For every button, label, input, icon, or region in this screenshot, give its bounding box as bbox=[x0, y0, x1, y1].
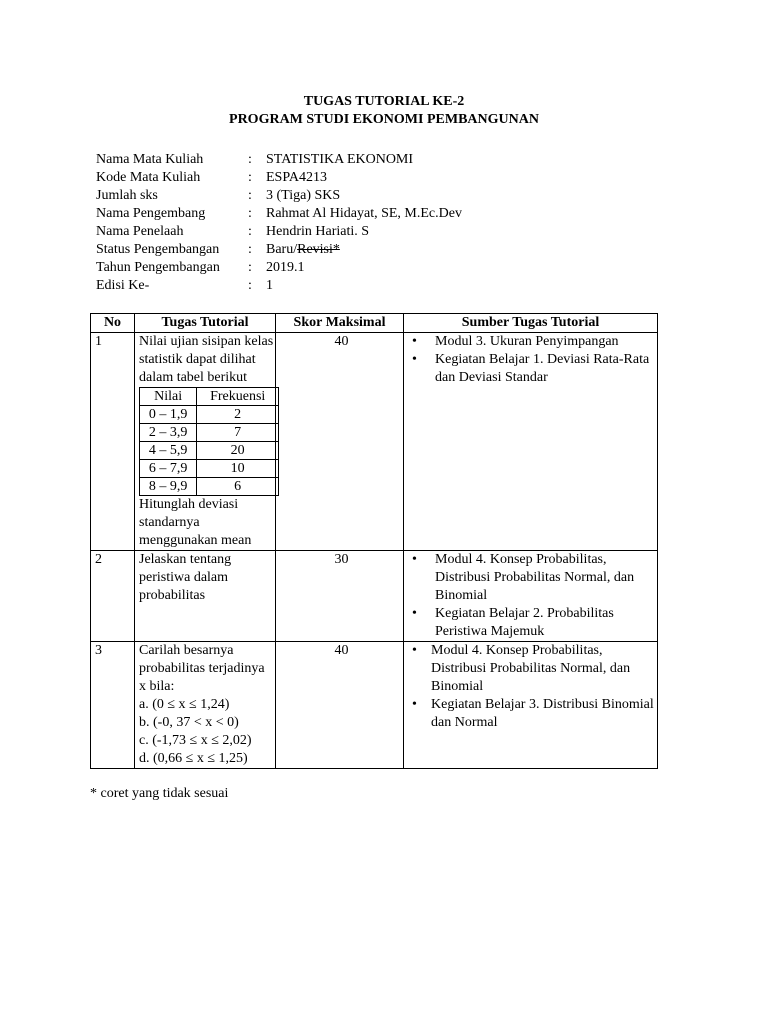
info-row-status bbox=[96, 241, 462, 259]
task-text: Jelaskan tentang peristiwa dalam probabilitas bbox=[139, 552, 232, 603]
task-cell bbox=[135, 333, 276, 551]
freq-row bbox=[140, 478, 279, 496]
score-cell: 40 bbox=[276, 333, 404, 551]
document-subtitle: PROGRAM STUDI EKONOMI PEMBANGUNAN bbox=[229, 112, 539, 127]
frequency-table bbox=[139, 387, 279, 496]
list-item: • Modul 4. Konsep Probabilitas, Distribusi Probabilitas Normal, dan Binomial bbox=[408, 551, 657, 605]
freq-row bbox=[140, 442, 279, 460]
task-cell bbox=[135, 642, 276, 769]
row-number: 3 bbox=[91, 642, 135, 769]
info-row-course-code bbox=[96, 169, 462, 187]
info-value: STATISTIKA EKONOMI bbox=[266, 152, 414, 167]
info-label: Nama Mata Kuliah bbox=[96, 152, 204, 167]
info-label: Jumlah sks bbox=[96, 188, 158, 203]
table-header-row bbox=[91, 314, 658, 333]
info-row-developer bbox=[96, 205, 462, 223]
freq-cell: 2 – 3,9 bbox=[140, 424, 197, 442]
course-info bbox=[96, 151, 462, 295]
info-value: Baru/ bbox=[266, 242, 298, 257]
freq-cell: 6 bbox=[197, 478, 279, 496]
info-row-edition bbox=[96, 277, 462, 295]
info-colon: : bbox=[248, 278, 252, 293]
freq-row bbox=[140, 406, 279, 424]
row-number: 2 bbox=[91, 551, 135, 642]
list-item: • Modul 4. Konsep Probabilitas, Distribusi Probabilitas Normal, dan Binomial bbox=[408, 642, 657, 696]
question-item: b. (-0, 37 < x < 0) bbox=[139, 715, 239, 730]
list-item: • Kegiatan Belajar 3. Distribusi Binomial dan Normal bbox=[408, 696, 657, 732]
list-item: • Kegiatan Belajar 2. Probabilitas Peristiwa Majemuk bbox=[408, 605, 657, 641]
task-text: Hitunglah deviasi standarnya menggunakan mean bbox=[139, 497, 252, 548]
freq-cell: 2 bbox=[197, 406, 279, 424]
list-item: • Kegiatan Belajar 1. Deviasi Rata-Rata dan Deviasi Standar bbox=[408, 351, 657, 387]
info-label: Tahun Pengembangan bbox=[96, 260, 220, 275]
info-row-course-name bbox=[96, 151, 462, 169]
freq-cell: 4 – 5,9 bbox=[140, 442, 197, 460]
info-value: Rahmat Al Hidayat, SE, M.Ec.Dev bbox=[266, 206, 462, 221]
freq-row bbox=[140, 460, 279, 478]
header-no: No bbox=[91, 314, 135, 333]
source-cell bbox=[404, 642, 658, 769]
header-task: Tugas Tutorial bbox=[135, 314, 276, 333]
source-list bbox=[408, 642, 657, 732]
freq-row bbox=[140, 424, 279, 442]
source-cell bbox=[404, 551, 658, 642]
task-text: Carilah besarnya probabilitas terjadinya x bila: bbox=[139, 643, 265, 694]
question-item: c. (-1,73 ≤ x ≤ 2,02) bbox=[139, 733, 252, 748]
info-label: Edisi Ke- bbox=[96, 278, 150, 293]
info-label: Kode Mata Kuliah bbox=[96, 170, 201, 185]
freq-cell: 7 bbox=[197, 424, 279, 442]
info-colon: : bbox=[248, 242, 252, 257]
freq-header: Nilai bbox=[140, 388, 197, 406]
freq-header-row bbox=[140, 388, 279, 406]
info-label: Nama Penelaah bbox=[96, 224, 184, 239]
table-row bbox=[91, 333, 658, 551]
freq-cell: 0 – 1,9 bbox=[140, 406, 197, 424]
freq-header: Frekuensi bbox=[197, 388, 279, 406]
info-row-sks bbox=[96, 187, 462, 205]
info-colon: : bbox=[248, 152, 252, 167]
document-title: TUGAS TUTORIAL KE-2 bbox=[303, 94, 465, 109]
score-cell: 40 bbox=[276, 642, 404, 769]
info-row-year bbox=[96, 259, 462, 277]
info-colon: : bbox=[248, 260, 252, 275]
info-value: 2019.1 bbox=[266, 260, 305, 275]
freq-cell: 20 bbox=[197, 442, 279, 460]
info-value: Hendrin Hariati. S bbox=[266, 224, 370, 239]
freq-cell: 10 bbox=[197, 460, 279, 478]
freq-cell: 6 – 7,9 bbox=[140, 460, 197, 478]
footnote: * coret yang tidak sesuai bbox=[90, 786, 229, 801]
info-colon: : bbox=[248, 188, 252, 203]
header-source: Sumber Tugas Tutorial bbox=[404, 314, 658, 333]
info-label: Nama Pengembang bbox=[96, 206, 206, 221]
info-value: ESPA4213 bbox=[266, 170, 327, 185]
info-row-reviewer bbox=[96, 223, 462, 241]
freq-cell: 8 – 9,9 bbox=[140, 478, 197, 496]
info-colon: : bbox=[248, 170, 252, 185]
row-number: 1 bbox=[91, 333, 135, 551]
info-value-struck: Revisi* bbox=[297, 242, 340, 257]
info-value: 3 (Tiga) SKS bbox=[266, 188, 341, 203]
task-text: Nilai ujian sisipan kelas statistik dapat dilihat dalam tabel berikut bbox=[139, 334, 274, 385]
task-cell bbox=[135, 551, 276, 642]
question-item: a. (0 ≤ x ≤ 1,24) bbox=[139, 697, 230, 712]
source-list bbox=[408, 551, 657, 641]
source-cell bbox=[404, 333, 658, 551]
info-value: 1 bbox=[266, 278, 273, 293]
table-row bbox=[91, 642, 658, 769]
question-item: d. (0,66 ≤ x ≤ 1,25) bbox=[139, 751, 248, 766]
info-label: Status Pengembangan bbox=[96, 242, 220, 257]
info-colon: : bbox=[248, 224, 252, 239]
header-score: Skor Maksimal bbox=[276, 314, 404, 333]
tutorial-table bbox=[90, 313, 658, 769]
info-colon: : bbox=[248, 206, 252, 221]
list-item: • Modul 3. Ukuran Penyimpangan bbox=[408, 333, 657, 351]
source-list bbox=[408, 333, 657, 387]
table-row bbox=[91, 551, 658, 642]
score-cell: 30 bbox=[276, 551, 404, 642]
